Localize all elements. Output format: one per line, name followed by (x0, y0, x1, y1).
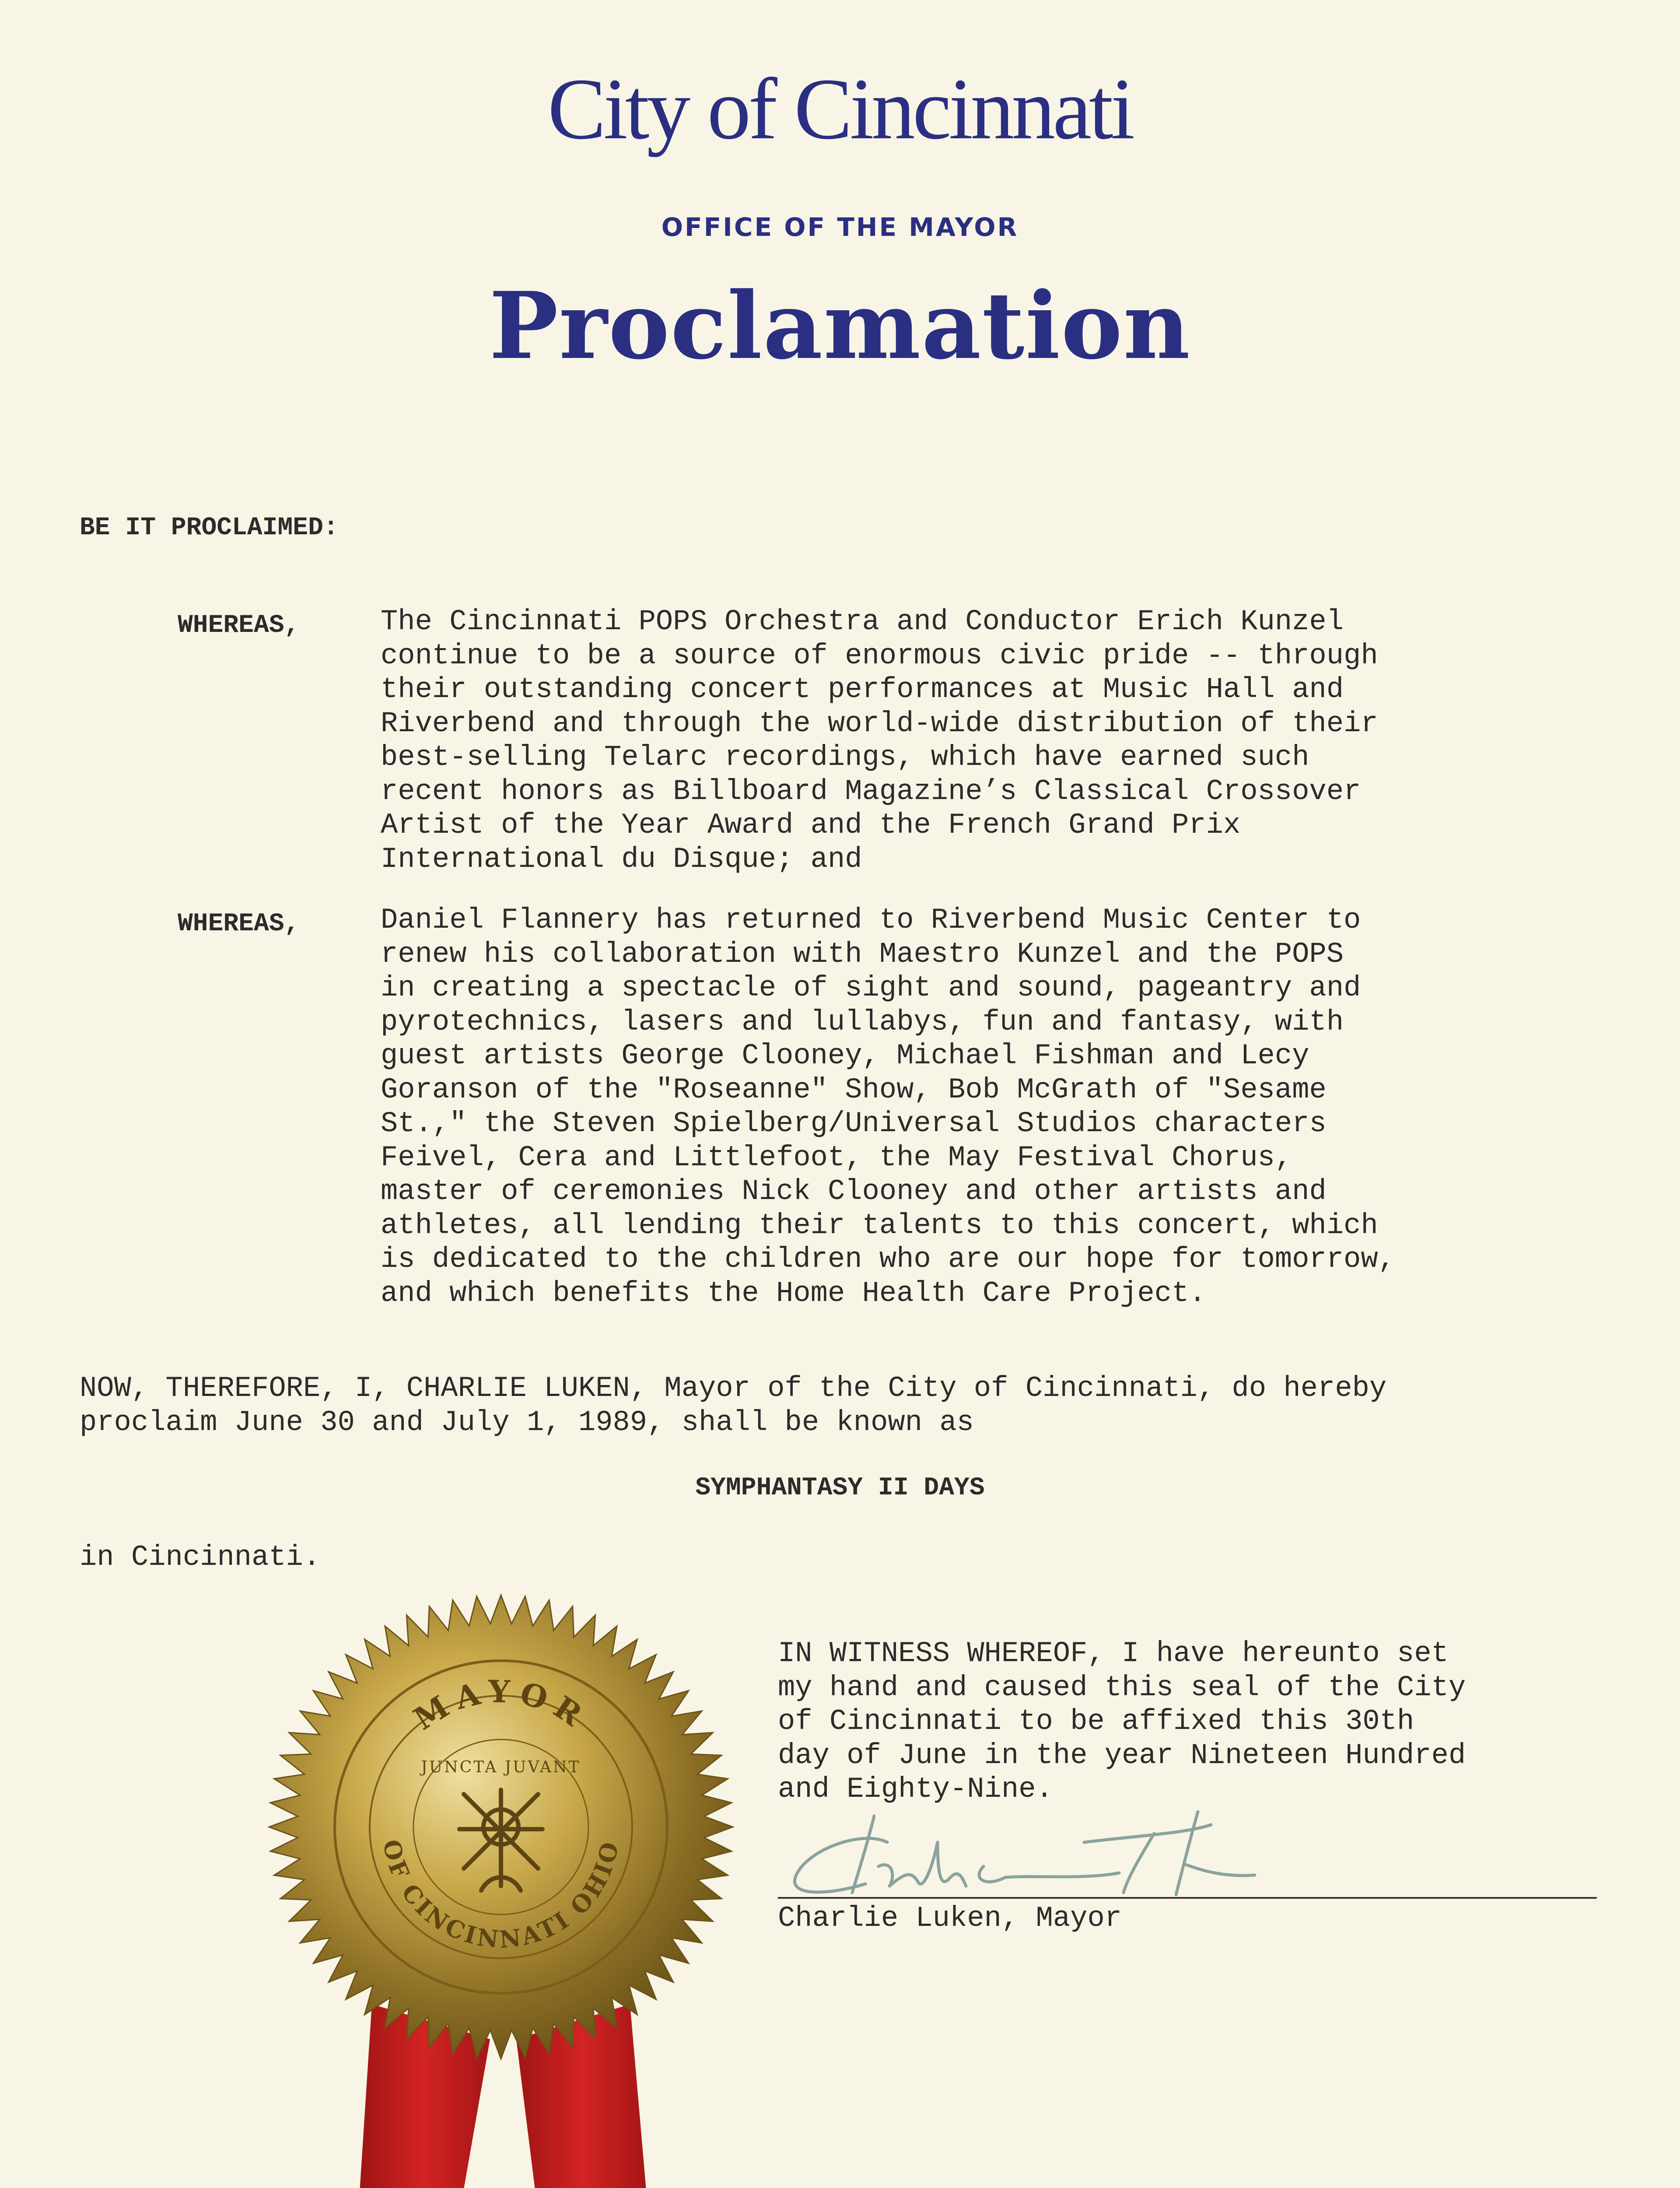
whereas-label-2: WHEREAS, (178, 910, 300, 938)
seal-bottom-text: OF CINCINNATI OHIO (377, 1837, 625, 1954)
designation-title: SYMPHANTASY II DAYS (695, 1474, 985, 1502)
signatory-name: Charlie Luken, Mayor (778, 1902, 1122, 1935)
letterhead-office: OFFICE OF THE MAYOR (661, 212, 1019, 242)
whereas-label-1: WHEREAS, (178, 611, 300, 640)
whereas-paragraph-2: Daniel Flannery has returned to Riverbend Music Center to renew his collaboration with Maestro Kunzel and the POPS in creating a spectacle of sight and sound, pageantry and pyrotechnics, lasers and lullabys, fun and fantasy, with guest artists George Clooney, Michael Fishman and Lecy Goranson of the "Roseanne" Show, Bob McGrath of "Sesame St.," the Steven Spielberg/Universal Studios characters Feivel, Cera and Littlefoot, the May Festival Chorus, master of ceremonies Nick Clooney and other artists and athletes, all lending their talents to this concert, which is dedicated to the children who are our hope for tomorrow, and which benefits the Home Health Care Project. (381, 904, 1396, 1310)
seal-motto: JUNCTA JUVANT (421, 1758, 581, 1776)
location-line: in Cincinnati. (80, 1541, 321, 1574)
proclamation-title: Proclamation (489, 272, 1191, 380)
seal-top-text: MAYOR (407, 1673, 595, 1738)
proclamation-statement: NOW, THEREFORE, I, CHARLIE LUKEN, Mayor of the City of Cincinnati, do hereby proclaim June 30 and July 1, 1989, shall be known as (80, 1372, 1387, 1439)
whereas-paragraph-1: The Cincinnati POPS Orchestra and Conductor Erich Kunzel continue to be a source of enormous civic pride -- through their outstanding concert performances at Music Hall and Riverbend and through the world-wide distribution of their best-selling Telarc recordings, which have earned such recent honors as Billboard Magazine’s Classical Crossover Artist of the Year Award and the French Grand Prix International du Disque; and (381, 605, 1378, 876)
witness-paragraph: IN WITNESS WHEREOF, I have hereunto set my hand and caused this seal of the City of Cincinnati to be affixed this 30th day of June in the year Nineteen Hundred and Eighty-Nine. (778, 1637, 1466, 1806)
letterhead-city: City of Cincinnati (547, 61, 1133, 158)
mayor-seal (254, 1584, 748, 2188)
intro-heading: BE IT PROCLAIMED: (80, 514, 339, 542)
signature-line (778, 1897, 1597, 1899)
